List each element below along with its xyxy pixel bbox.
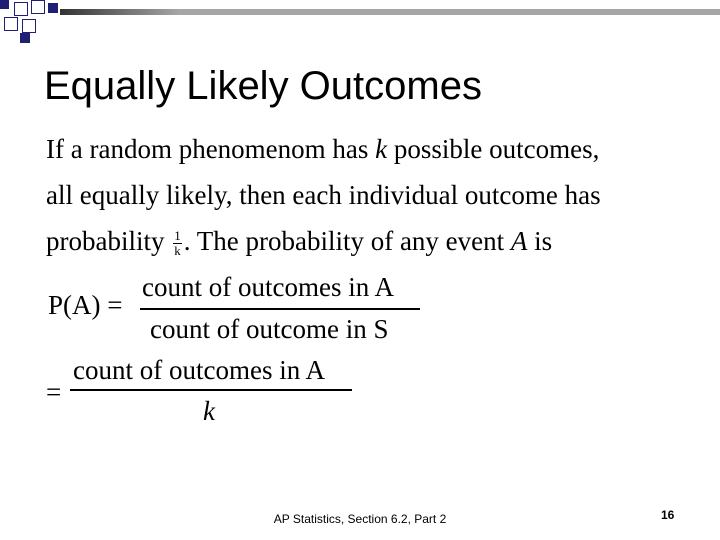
formula-equals-2: =	[46, 377, 62, 407]
slide-footer: AP Statistics, Section 6.2, Part 2	[273, 512, 447, 526]
decor-square-7	[20, 33, 30, 43]
decor-square-2	[14, 2, 28, 16]
page-number: 16	[661, 508, 675, 522]
formula-numerator-2: count of outcomes in A	[73, 355, 325, 385]
decor-square-4	[48, 3, 58, 13]
variable-k: k	[375, 134, 388, 164]
formula-numerator-1: count of outcomes in A	[142, 272, 394, 302]
body-line-3	[46, 226, 552, 258]
fraction-bar-2	[70, 389, 352, 391]
fraction-denominator: k	[174, 243, 181, 259]
formula-lhs: P(A) =	[48, 290, 123, 320]
body-line-3-start: probability	[46, 226, 172, 256]
decor-square-3	[31, 0, 45, 14]
body-line-3-middle: . The probability of any event	[183, 226, 511, 256]
fraction-one-over-k	[173, 229, 182, 258]
formula-denominator-1: count of outcome in S	[150, 314, 389, 344]
body-line-1-end: possible outcomes,	[387, 134, 600, 164]
formula-denominator-2: k	[203, 396, 215, 426]
fraction-numerator: 1	[174, 228, 181, 244]
body-line-3-end: is	[527, 226, 553, 256]
body-line-2: all equally likely, then each individual outcome has	[46, 180, 601, 210]
decor-square-6	[22, 19, 36, 33]
variable-A: A	[510, 226, 528, 256]
decor-square-1	[0, 0, 9, 9]
header-band-gradient	[60, 9, 180, 15]
fraction-bar-1	[140, 308, 420, 310]
body-line-1	[46, 134, 599, 165]
decor-square-5	[4, 17, 18, 31]
slide-title: Equally Likely Outcomes	[44, 64, 482, 108]
body-line-1-start: If a random phenomenom has	[46, 134, 376, 164]
